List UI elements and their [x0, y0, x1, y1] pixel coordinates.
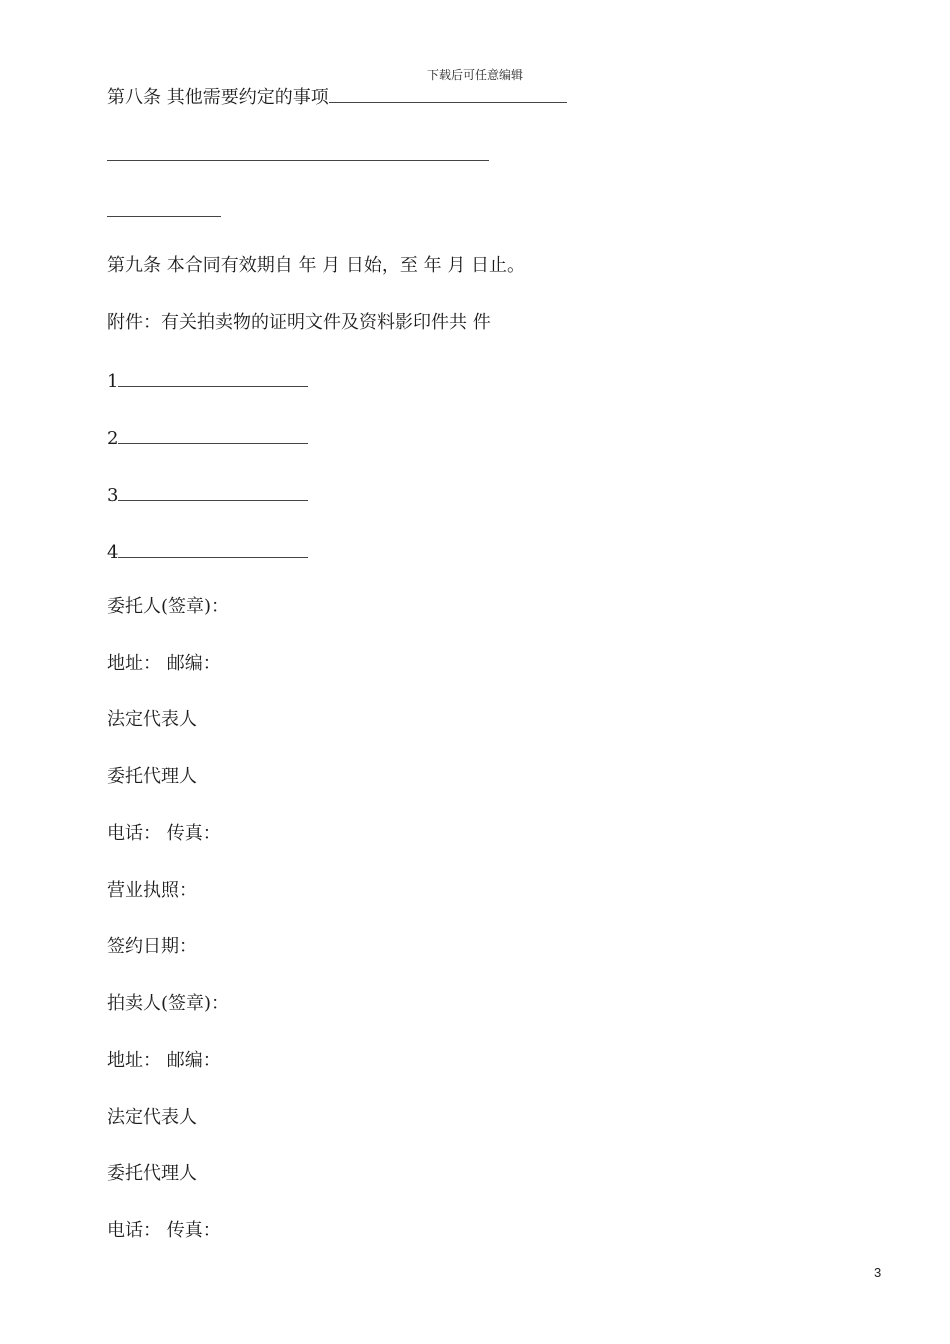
attachment-item: [107, 425, 308, 451]
article-8-line: [107, 84, 567, 110]
article-9-text: 第九条 本合同有效期自 年 月 日始，至 年 月 日止。: [107, 255, 526, 276]
principal-license: 营业执照：: [107, 880, 197, 901]
attachments-title: 附件：有关拍卖物的证明文件及资料影印件共 件: [107, 312, 491, 333]
principal-agent: 委托代理人: [107, 766, 197, 787]
principal-sign-date: 签约日期：: [107, 936, 197, 957]
blank-underline: [118, 539, 308, 558]
attachment-item: [107, 368, 308, 394]
attachment-item: [107, 482, 308, 508]
attachment-item-number: 3: [107, 485, 119, 506]
article-8-continuation: [107, 142, 489, 168]
article-8-continuation-short: [107, 198, 221, 224]
principal-legal-rep: 法定代表人: [107, 709, 197, 730]
page-header-note: 下载后可任意编辑: [426, 68, 523, 82]
attachment-item-number: 2: [107, 428, 119, 449]
attachment-item-number: 1: [107, 371, 119, 392]
principal-sign: 委托人(签章)：: [107, 596, 230, 617]
page-number: 3: [874, 1265, 882, 1280]
blank-underline: [107, 142, 489, 161]
attachment-item-number: 4: [107, 542, 119, 563]
auctioneer-address: 地址： 邮编：: [107, 1050, 221, 1071]
auctioneer-agent: 委托代理人: [107, 1163, 197, 1184]
blank-underline: [107, 198, 221, 217]
blank-underline: [329, 84, 567, 103]
blank-underline: [118, 482, 308, 501]
blank-underline: [118, 425, 308, 444]
blank-underline: [118, 368, 308, 387]
auctioneer-phone: 电话： 传真：: [107, 1220, 221, 1241]
principal-address: 地址： 邮编：: [107, 653, 221, 674]
auctioneer-sign: 拍卖人(签章)：: [107, 993, 230, 1014]
principal-phone: 电话： 传真：: [107, 823, 221, 844]
attachment-item: [107, 539, 308, 565]
article-8-text: 第八条 其他需要约定的事项: [107, 87, 329, 108]
auctioneer-legal-rep: 法定代表人: [107, 1107, 197, 1128]
